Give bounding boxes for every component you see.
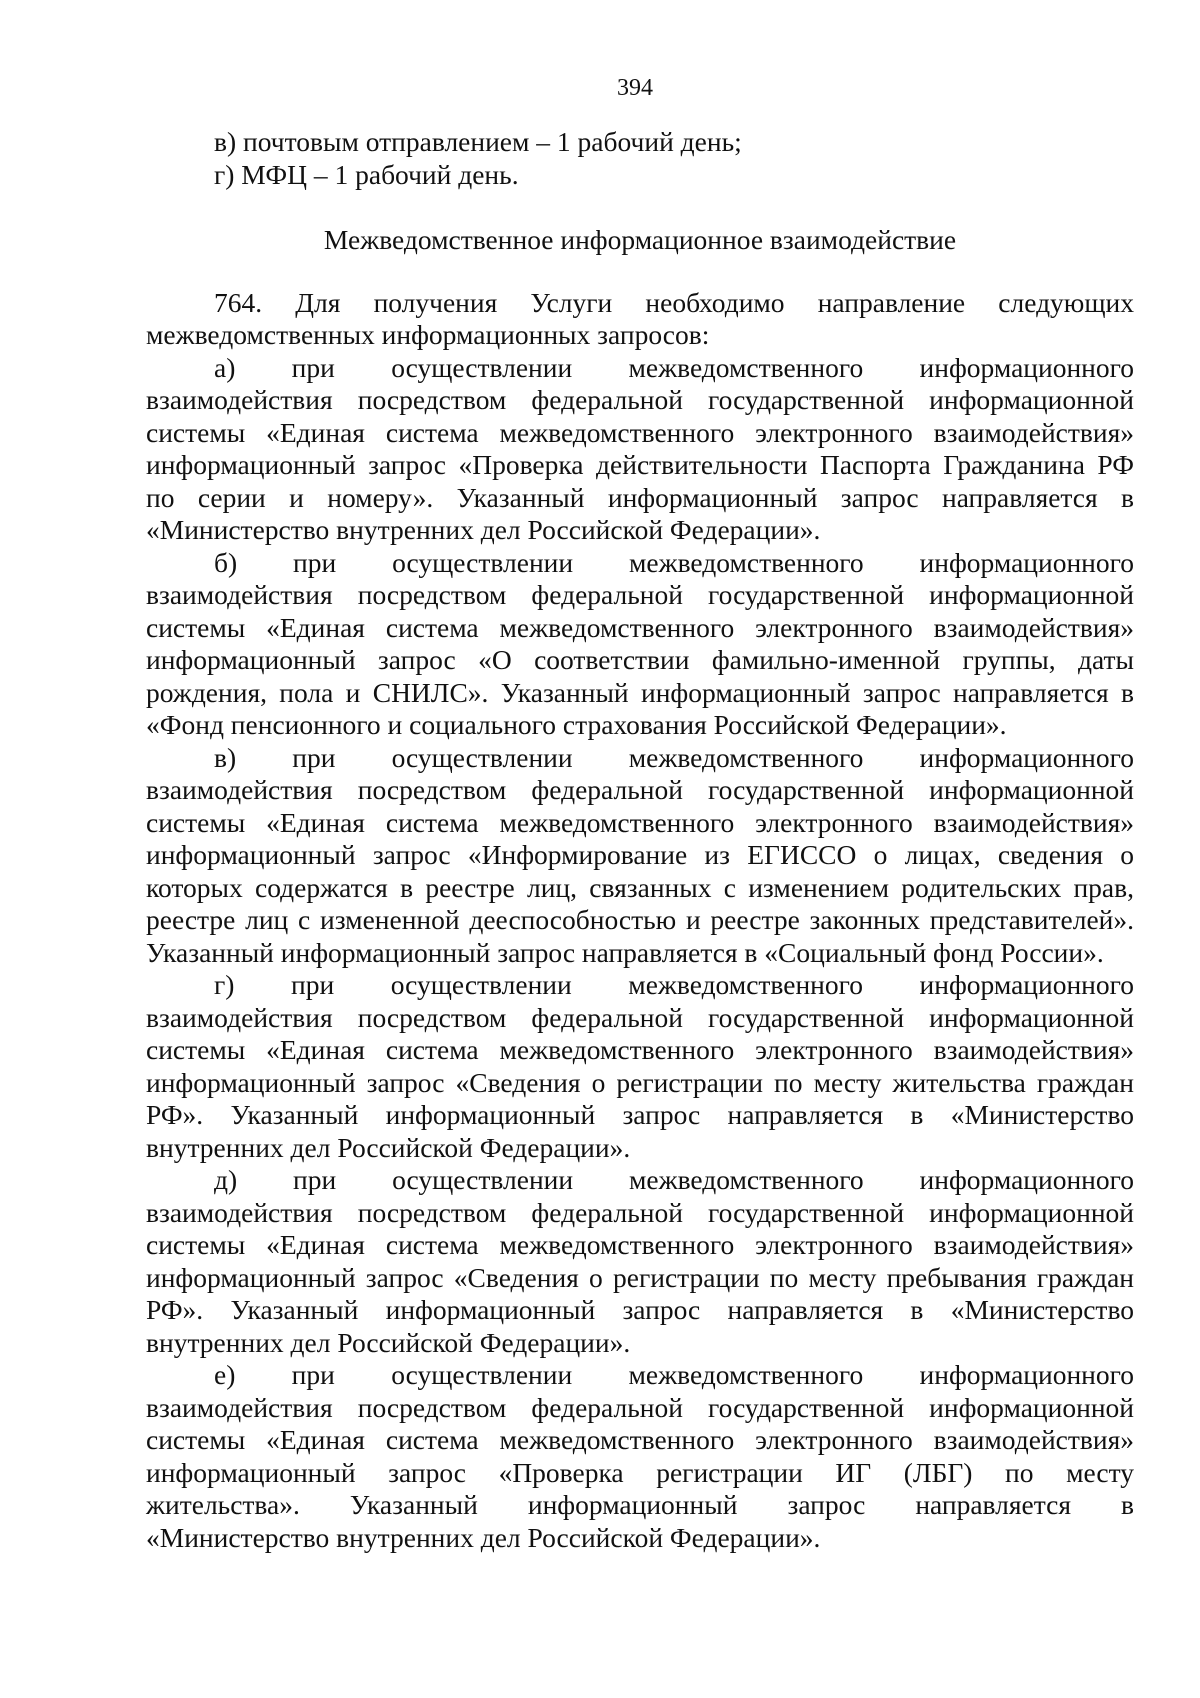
item-line: которых содержатся в реестре лиц, связанных с изменением родительских прав,: [146, 871, 1134, 903]
item-line: системы «Единая система межведомственного электронного взаимодействия»: [146, 416, 1134, 448]
item-line: информационный запрос «Сведения о регистрации по месту пребывания граждан: [146, 1261, 1134, 1293]
item-line: информационный запрос «Сведения о регистрации по месту жительства граждан: [146, 1066, 1134, 1098]
item-line: Указанный информационный запрос направляется в «Социальный фонд России».: [146, 936, 1104, 968]
item-line: взаимодействия посредством федеральной государственной информационной: [146, 774, 1134, 805]
item-line: взаимодействия посредством федеральной государственной информационной: [146, 384, 1134, 415]
item-line: взаимодействия посредством федеральной государственной информационной: [146, 579, 1134, 610]
item-line: системы «Единая система межведомственного электронного взаимодействия»: [146, 1034, 1134, 1065]
item-a: [146, 352, 1134, 547]
item-line: взаимодействия посредством федеральной государственной информационной: [146, 1001, 1134, 1033]
item-line: информационный запрос «О соответствии фамильно-именной группы, даты: [146, 644, 1134, 675]
item-line: г) при осуществлении межведомственного информационного: [214, 969, 1134, 1000]
item-line: системы «Единая система межведомственного электронного взаимодействия»: [146, 806, 1134, 838]
item-line: системы «Единая система межведомственного электронного взаимодействия»: [146, 611, 1134, 643]
item-line: рождения, пола и СНИЛС». Указанный информационный запрос направляется в: [146, 676, 1134, 708]
intro-line: в) почтовым отправлением – 1 рабочий день;: [214, 126, 742, 157]
document-body: [146, 126, 1134, 1554]
item-line: информационный запрос «Информирование из ЕГИССО о лицах, сведения о: [146, 839, 1134, 870]
item-v: [146, 742, 1134, 970]
item-line: «Министерство внутренних дел Российской Федерации».: [146, 514, 821, 545]
item-line: б) при осуществлении межведомственного информационного: [214, 546, 1134, 578]
item-line: внутренних дел Российской Федерации».: [146, 1131, 631, 1163]
item-line: РФ». Указанный информационный запрос направляется в «Министерство: [146, 1099, 1134, 1130]
item-g: [146, 969, 1134, 1164]
paragraph-line: 764. Для получения Услуги необходимо направление следующих: [214, 286, 1134, 318]
item-line: взаимодействия посредством федеральной государственной информационной: [146, 1391, 1134, 1423]
intro-line: г) МФЦ – 1 рабочий день.: [214, 158, 519, 190]
item-line: а) при осуществлении межведомственного информационного: [214, 351, 1134, 383]
item-line: «Министерство внутренних дел Российской Федерации».: [146, 1521, 821, 1553]
item-line: «Фонд пенсионного и социального страхования Российской Федерации».: [146, 709, 1007, 740]
item-line: внутренних дел Российской Федерации».: [146, 1326, 631, 1358]
item-line: системы «Единая система межведомственного электронного взаимодействия»: [146, 1424, 1134, 1455]
paragraph-764: [146, 287, 1134, 352]
section-heading: Межведомственное информационное взаимодействие: [323, 224, 957, 255]
item-line: системы «Единая система межведомственного электронного взаимодействия»: [146, 1229, 1134, 1260]
item-line: д) при осуществлении межведомственного информационного: [214, 1164, 1134, 1195]
item-line: РФ». Указанный информационный запрос направляется в «Министерство: [146, 1294, 1134, 1325]
item-line: информационный запрос «Проверка регистрации ИГ (ЛБГ) по месту: [146, 1456, 1134, 1488]
item-line: реестре лиц с измененной дееспособностью и реестре законных представителей».: [146, 904, 1134, 935]
item-d: [146, 1164, 1134, 1359]
item-e: [146, 1359, 1134, 1554]
item-line: е) при осуществлении межведомственного информационного: [214, 1359, 1134, 1390]
item-line: по серии и номеру». Указанный информационный запрос направляется в: [146, 481, 1134, 513]
item-line: взаимодействия посредством федеральной государственной информационной: [146, 1196, 1134, 1228]
paragraph-line: межведомственных информационных запросов:: [146, 319, 710, 350]
item-line: жительства». Указанный информационный запрос направляется в: [146, 1489, 1134, 1520]
page-number: 394: [617, 75, 653, 101]
item-line: в) при осуществлении межведомственного информационного: [214, 741, 1134, 773]
item-b: [146, 547, 1134, 742]
item-line: информационный запрос «Проверка действительности Паспорта Гражданина РФ: [146, 449, 1134, 480]
